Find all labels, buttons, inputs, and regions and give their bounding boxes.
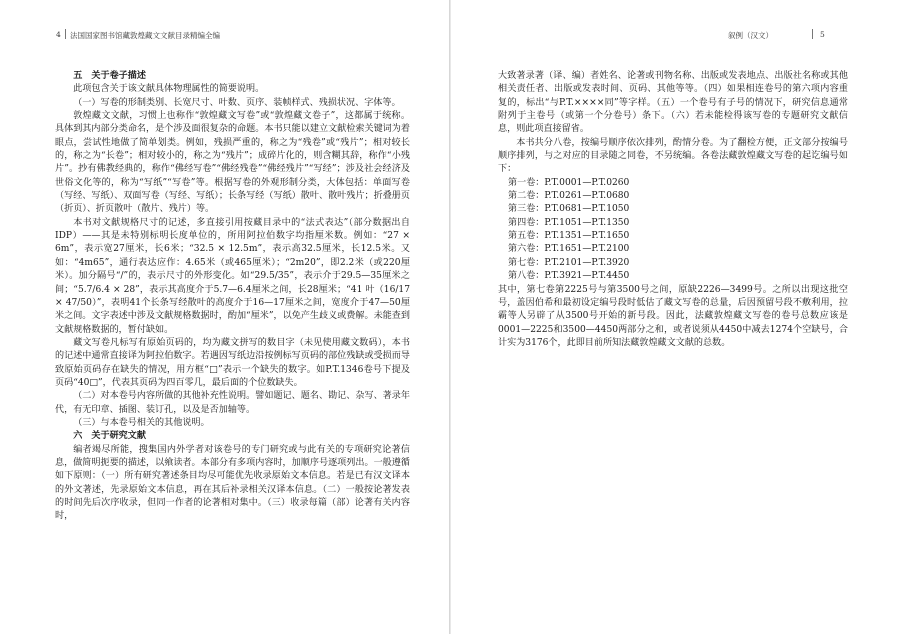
volume-item (498, 190, 848, 203)
volume-range: P.T.1651—P.T.2100 (544, 244, 630, 255)
paragraph: （一）写卷的形制类别、长宽尺寸、叶数、页序、装帧样式、残损状况、字体等。 (73, 97, 401, 108)
volume-label: 第五卷： (508, 231, 545, 242)
volume-range: P.T.1051—P.T.1350 (544, 217, 630, 228)
left-running-title: 法国国家图书馆藏敦煌藏文文献目录精编全编 (70, 31, 220, 40)
paragraph: 编者竭尽所能，搜集国内外学者对该卷号的专门研究或与此有关的专项研究论著信息，做简明扼要的描述，以飨读者。本部分有多项内容时，加顺序号逐项列出。一般遵循如下原则：（一）所有研究著述条目均尽可能优先收录原始文本信息。若是已有汉文译本的外文著述，先录原始文本信息，再在其后补录相关汉译本信息。（二）一般按论著发表的时间先后次序收录，但同一作者的论著相对集中。（三）收录每篇（部）论著有关内容时， (55, 444, 410, 522)
section-heading-6: 六 关于研究文献 (73, 431, 146, 442)
volume-item (498, 217, 848, 230)
paragraph: 本书对文献规格尺寸的记述，多直接引用按藏目录中的“法式表达”（部分数据出自IDP）——其是未特别标明长度单位的，所用阿拉伯数字均指厘米数。例如：“27 × 6m”，表示宽27厘米，长6米；“32.5 × 12.5m”，表示高32.5厘米，长12.5米。又如：“4m65”，通行表达应作：4.65米（或465厘米）；“2m20”，即2.2米（或220厘米）。加分隔号“/”的，表示尺寸的外形变化。如“29.5/35”，表示介于29.5—35厘米之间；“5.7/6.4 × 28”，表示其高度介于5.7—6.4厘米之间，长28厘米；“41 叶（16/17 × 47/50）”，表明41个长条写经散叶的高度介于16—17厘米之间，宽度介于47—50厘米之间。文字表述中涉及文献规格数据时，酌加“厘米”，以免产生歧义或费解。未能查到文献规格数据的，暂付缺如。 (55, 217, 410, 335)
volume-label: 第二卷： (508, 191, 545, 202)
right-text-column (498, 70, 848, 350)
volume-label: 第六卷： (508, 244, 545, 255)
volume-label: 第一卷： (508, 177, 545, 188)
volume-label: 第三卷： (508, 204, 545, 215)
volume-item (498, 270, 848, 283)
volume-item (498, 230, 848, 243)
volume-item (498, 243, 848, 256)
paragraph: 敦煌藏文文献，习惯上也称作“敦煌藏文写卷”或“敦煌藏文卷子”，这都属于统称。具体到其内部分类命名，是个涉及面很复杂的命题。本书只能以建立文献检索关键词为着眼点，尝试性地做了简单划类。例如，残损严重的，称之为“残卷”或“残片”；相对较长的，称之为“长卷”；相对较小的，称之为“残片”；成碎片化的，则含糊其辞，称作“小残片”。抄有佛教经典的，称作“佛经写卷”“佛经残卷”“佛经残片”“写经”；涉及社会经济及世俗文化等的，称为“写纸”“写卷”等。根据写卷的外观形制分类，大体包括：单面写卷（写经、写纸）、双面写卷（写经、写纸）；长条写经（写纸）散叶、散叶残片；折叠册页（折页）、折页散叶（散片、残片）等。 (55, 111, 410, 215)
volume-item (498, 257, 848, 270)
volume-range: P.T.2101—P.T.3920 (544, 257, 630, 268)
left-page-number: 4 (56, 30, 61, 39)
volume-label: 第八卷： (508, 271, 545, 282)
left-header-divider (65, 29, 66, 39)
volume-range: P.T.3921—P.T.4450 (544, 271, 630, 282)
volume-item (498, 203, 848, 216)
paragraph: （二）对本卷号内容所做的其他补充性说明。譬如题记、题名、勘记、杂写、著录年代，有无印章、插图、装订孔，以及是否加轴等。 (55, 391, 410, 415)
right-page-number: 5 (820, 30, 825, 39)
volume-range: P.T.0261—P.T.0680 (544, 191, 630, 202)
right-running-title: 叙例（汉文） (728, 31, 773, 40)
paragraph: 本书共分八卷，按编号顺序依次排列，酌情分卷。为了翻检方便，正文部分按编号顺序排列，与之对应的目录随之同卷，不另统编。各卷法藏敦煌藏文写卷的起讫编号如下： (498, 137, 848, 175)
volume-list (498, 177, 848, 284)
paragraph: 其中，第七卷第2225号与第3500号之间，原缺2226—3499号。之所以出现这批空号，盖因伯希和最初设定编号段时低估了藏文写卷的总量，后因预留号段不敷利用，拉霸等人另辟了从3500号开始的新号段。因此，法藏敦煌藏文写卷的卷号总数应该是0001—2225和3500—4450两部分之和，或者说须从4450中减去1274个空缺号，合计实为3176个，此即目前所知法藏敦煌藏文文献的总数。 (498, 284, 848, 348)
right-page (450, 0, 900, 634)
section-heading-5: 五 关于卷子描述 (73, 71, 146, 81)
volume-label: 第四卷： (508, 217, 545, 228)
volume-item (498, 177, 848, 190)
volume-range: P.T.0001—P.T.0260 (544, 177, 630, 188)
paragraph: （三）与本卷号相关的其他说明。 (73, 417, 210, 428)
paragraph: 藏文写卷凡标写有原始页码的，均为藏文拼写的数目字（未见使用藏文数码），本书的记述中通常直接译为阿拉伯数字。若遇因写纸边沿按例标写页码的部位残缺或受损而导致原始页码存在缺失的情况，用方框“□”表示一个缺失的数字。如P.T.1346卷号下提及页码“40□”，代表其页码为四百零几，最后面的个位数缺失。 (55, 337, 410, 388)
volume-label: 第七卷： (508, 257, 545, 268)
volume-range: P.T.1351—P.T.1650 (544, 231, 630, 242)
right-header-divider (812, 29, 813, 39)
left-text-column (55, 70, 410, 524)
volume-range: P.T.0681—P.T.1050 (544, 204, 630, 215)
paragraph: 此项包含关于该文献具体物理属性的简要说明。 (73, 84, 265, 95)
paragraph: 大致著录著（译、编）者姓名、论著或刊物名称、出版或发表地点、出版社名称或其他相关责任者、出版或发表时间、页码、其他等等。（四）如果相连卷号的第六项内容重复的，标出“与P.T.××××同”等字样。（五）一个卷号有子号的情况下，研究信息通常附列于主卷号（或第一个分卷号）条下。（六）若未能检得该写卷的专题研究文献信息，则此项直接留省。 (498, 71, 848, 135)
